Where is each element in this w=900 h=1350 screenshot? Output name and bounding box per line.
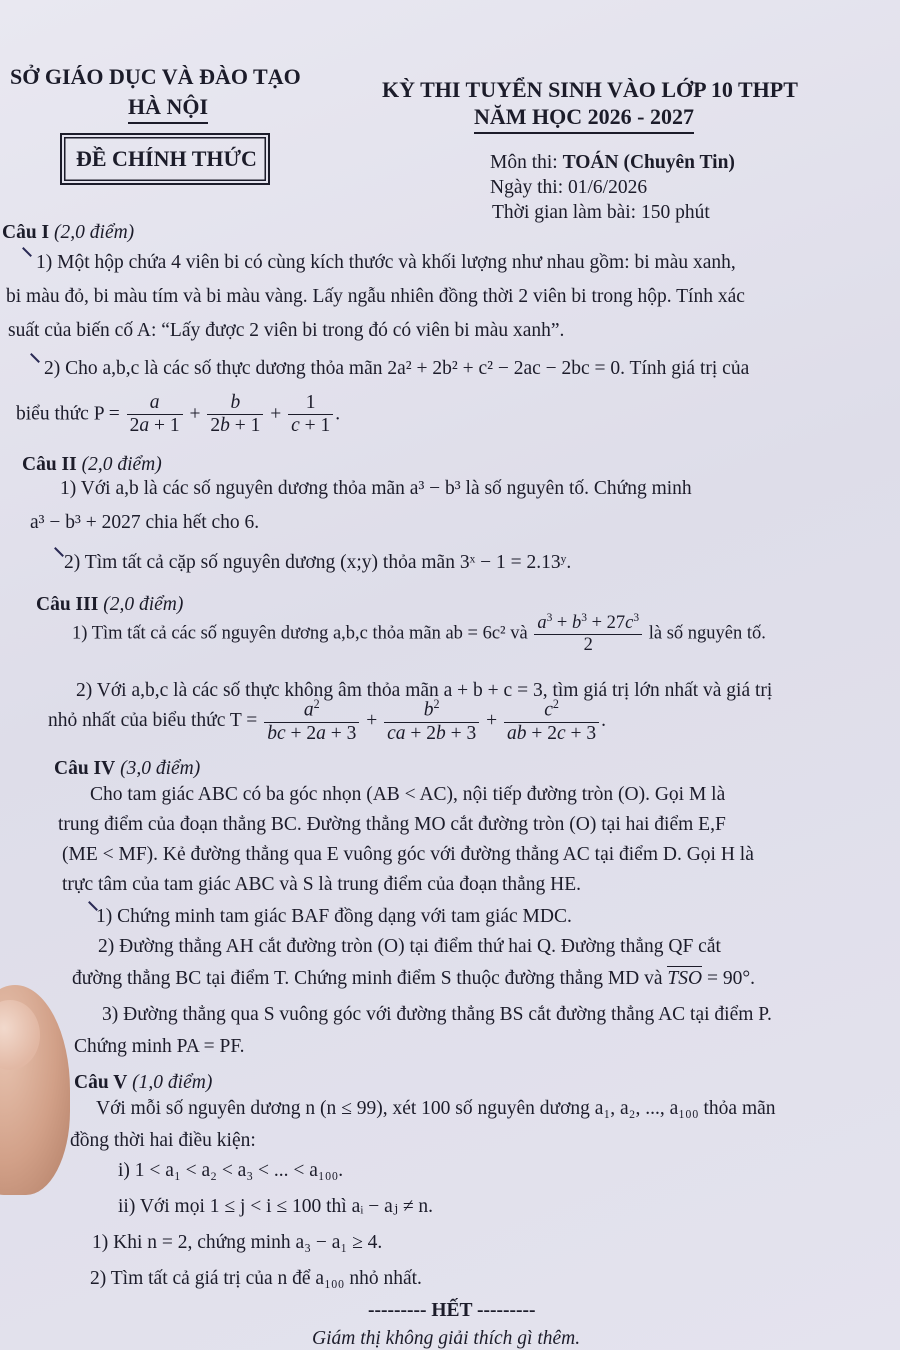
department-city: HÀ NỘI: [128, 94, 208, 124]
q1-part1-line3: suất của biến cố A: “Lấy được 2 viên bi trong đó có viên bi màu xanh”.: [8, 320, 565, 341]
footer-note: Giám thị không giải thích gì thêm.: [312, 1328, 581, 1349]
q5-part1: 1) Khi n = 2, chứng minh a₃ − a₁ ≥ 4.: [92, 1232, 383, 1253]
pen-mark: [22, 247, 32, 257]
exam-title: KỲ THI TUYỂN SINH VÀO LỚP 10 THPT: [382, 77, 798, 102]
q4-part3-line1: 3) Đường thẳng qua S vuông góc với đường thẳng BS cắt đường thẳng AC tại điểm P.: [102, 1004, 772, 1025]
q2-part2: 2) Tìm tất cả cặp số nguyên dương (x;y) thỏa mãn 3ˣ − 1 = 2.13ʸ.: [64, 552, 572, 573]
school-year: NĂM HỌC 2026 - 2027: [474, 104, 694, 134]
exam-date: Ngày thi: 01/6/2026: [490, 177, 648, 198]
q1-part2-line1: 2) Cho a,b,c là các số thực dương thỏa mãn 2a² + 2b² + c² − 2ac − 2bc = 0. Tính giá trị của: [44, 358, 750, 379]
official-label: ĐỀ CHÍNH THỨC: [76, 146, 257, 171]
q3-part1: 1) Tìm tất cả các số nguyên dương a,b,c thỏa mãn ab = 6c² và $\frac{a^3 + b^3 + 27c^3}{2}$ là số nguyên tố.: [72, 612, 766, 656]
exam-duration: Thời gian làm bài: 150 phút: [492, 202, 710, 223]
q5-part2: 2) Tìm tất cả giá trị của n để a₁₀₀ nhỏ nhất.: [90, 1268, 422, 1289]
q4-line4: trực tâm của tam giác ABC và S là trung điểm của đoạn thẳng HE.: [62, 874, 582, 895]
pen-mark: [54, 547, 64, 557]
q5-heading: Câu V (1,0 điểm): [74, 1072, 213, 1093]
q1-part1-line2: bi màu đỏ, bi màu tím và bi màu vàng. Lấy ngẫu nhiên đồng thời 2 viên bi trong hộp. Tính xác: [6, 286, 745, 307]
pen-mark: [30, 353, 40, 363]
q4-heading: Câu IV (3,0 điểm): [54, 758, 201, 779]
q3-part2-expression: nhỏ nhất của biểu thức T = $\frac{a^2}{bc + 2a + 3}$ + $\frac{b^2}{ca + 2b + 3}$ + $\frac{c^2}{ab + 2c + 3}$ .: [48, 697, 607, 744]
q3-part2-line1: 2) Với a,b,c là các số thực không âm thỏa mãn a + b + c = 3, tìm giá trị lớn nhất và giá trị: [76, 680, 773, 701]
subject-line: Môn thi: TOÁN (Chuyên Tin): [490, 152, 735, 173]
q5-condition1: i) 1 < a₁ < a₂ < a₃ < ... < a₁₀₀.: [118, 1160, 344, 1181]
q2-part1-line1: 1) Với a,b là các số nguyên dương thỏa mãn a³ − b³ là số nguyên tố. Chứng minh: [60, 478, 692, 499]
q3-heading: Câu III (2,0 điểm): [36, 594, 184, 615]
q4-line1: Cho tam giác ABC có ba góc nhọn (AB < AC), nội tiếp đường tròn (O). Gọi M là: [90, 784, 726, 805]
q5-condition2: ii) Với mọi 1 ≤ j < i ≤ 100 thì aᵢ − aⱼ ≠ n.: [118, 1196, 434, 1217]
q4-line3: (ME < MF). Kẻ đường thẳng qua E vuông góc với đường thẳng AC tại điểm D. Gọi H là: [62, 844, 754, 865]
q1-part1-line1: 1) Một hộp chứa 4 viên bi có cùng kích thước và khối lượng như nhau gồm: bi màu xanh,: [36, 252, 736, 273]
q2-heading: Câu II (2,0 điểm): [22, 454, 162, 475]
q4-part2-line2: đường thẳng BC tại điểm T. Chứng minh điểm S thuộc đường thẳng MD và TSO = 90°.: [72, 968, 756, 989]
angle-tso: TSO: [667, 968, 703, 989]
q4-part2-line1: 2) Đường thẳng AH cắt đường tròn (O) tại điểm thứ hai Q. Đường thẳng QF cắt: [98, 936, 721, 957]
q4-line2: trung điểm của đoạn thẳng BC. Đường thẳng MO cắt đường tròn (O) tại hai điểm E,F: [58, 814, 726, 835]
q4-part1: 1) Chứng minh tam giác BAF đồng dạng với tam giác MDC.: [96, 906, 572, 927]
q2-part1-line2: a³ − b³ + 2027 chia hết cho 6.: [30, 512, 260, 533]
q4-part3-line2: Chứng minh PA = PF.: [74, 1036, 245, 1057]
q1-heading: Câu I (2,0 điểm): [2, 222, 135, 243]
q1-part2-expression: biểu thức P = $\frac{a}{2a + 1}$ + $\frac{b}{2b + 1}$ + $\frac{1}{c + 1}$ .: [16, 392, 341, 437]
q5-line2: đồng thời hai điều kiện:: [70, 1130, 256, 1151]
department-name: SỞ GIÁO DỤC VÀ ĐÀO TẠO: [10, 64, 301, 89]
q5-line1: Với mỗi số nguyên dương n (n ≤ 99), xét 100 số nguyên dương a₁, a₂, ..., a₁₀₀ thỏa mãn: [96, 1098, 776, 1119]
end-marker: --------- HẾT ---------: [368, 1300, 536, 1321]
